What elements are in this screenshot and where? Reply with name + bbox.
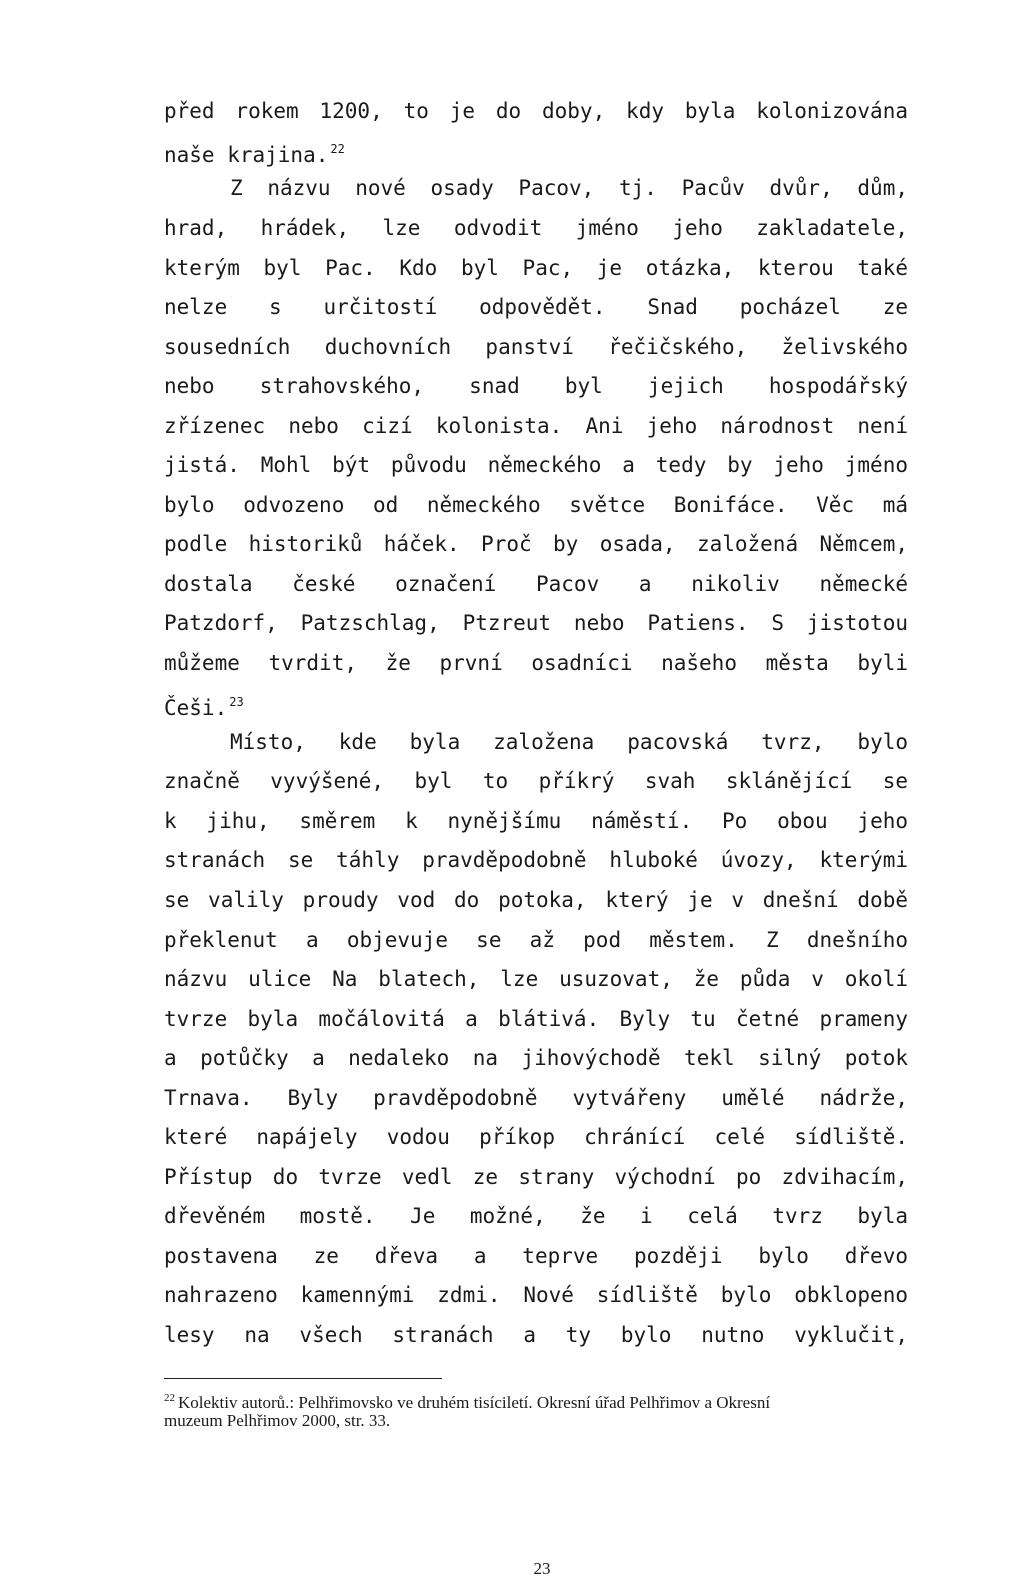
footnote-ref: 22 — [330, 142, 345, 156]
text-line: překlenut a objevuje se až pod městem. Z dnešního — [164, 928, 908, 952]
text-line: Trnava. Byly pravděpodobně vytvářeny umělé nádrže, — [164, 1086, 908, 1110]
text-line: a potůčky a nedaleko na jihovýchodě tekl silný potok — [164, 1046, 908, 1070]
text-line: k jihu, směrem k nynějšímu náměstí. Po obou jeho — [164, 809, 908, 833]
text-line: podle historiků háček. Proč by osada, založená Němcem, — [164, 532, 908, 556]
text-line: postavena ze dřeva a teprve později bylo dřevo — [164, 1244, 908, 1268]
page-number: 23 — [533, 1559, 551, 1578]
text-line: bylo odvozeno od německého světce Bonifáce. Věc má — [164, 493, 908, 517]
text-line: Češi. $^{23}$ — [164, 695, 244, 720]
text-line: které napájely vodou příkop chránící celé sídliště. — [164, 1125, 908, 1149]
text-line: před rokem 1200, to je do doby, kdy byla kolonizována — [164, 99, 908, 123]
footnote-ref: 23 — [229, 695, 244, 709]
text-line: nebo strahovského, snad byl jejich hospodářský — [164, 374, 908, 398]
text-line: jistá. Mohl být původu německého a tedy by jeho jméno — [164, 453, 908, 477]
text-line: zřízenec nebo cizí kolonista. Ani jeho národnost není — [164, 414, 908, 438]
text-line: značně vyvýšené, byl to příkrý svah sklánějící se — [164, 769, 908, 793]
text-line: lesy na všech stranách a ty bylo nutno vyklučit, — [164, 1323, 908, 1347]
text-line: nelze s určitostí odpovědět. Snad pocházel ze — [164, 295, 908, 319]
text-line: kterým byl Pac. Kdo byl Pac, je otázka, kterou také — [164, 256, 908, 280]
text-line: dostala české označení Pacov a nikoliv německé — [164, 572, 908, 596]
text-line: názvu ulice Na blatech, lze usuzovat, že půda v okolí — [164, 967, 908, 991]
text-line: hrad, hrádek, lze odvodit jméno jeho zakladatele, — [164, 216, 908, 240]
text-line: se valily proudy vod do potoka, který je v dnešní době — [164, 888, 908, 912]
text-line: Přístup do tvrze vedl ze strany východní po zdvihacím, — [164, 1165, 908, 1189]
paragraph-first-line: Místo, kde byla založena pacovská tvrz, bylo — [230, 730, 908, 754]
text-line: naše krajina. $^{22}$ — [164, 142, 345, 167]
text-line: Patzdorf, Patzschlag, Ptzreut nebo Patiens. S jistotou — [164, 611, 908, 635]
footnote-text: Kolektiv autorů.: Pelhřimovsko ve druhém tisíciletí. Okresní úřad Pelhřimov a Okresní — [178, 1393, 771, 1412]
paragraph-first-line: Z názvu nové osady Pacov, tj. Pacův dvůr, dům, — [230, 176, 908, 200]
text-line: tvrze byla močálovitá a blátivá. Byly tu četné prameny — [164, 1007, 908, 1031]
text-line: můžeme tvrdit, že první osadníci našeho města byli — [164, 651, 908, 675]
text-line: nahrazeno kamennými zdmi. Nové sídliště bylo obklopeno — [164, 1283, 908, 1307]
text-line: dřevěném mostě. Je možné, že i celá tvrz byla — [164, 1204, 908, 1228]
footnote-continuation: muzeum Pelhřimov 2000, str. 33. — [164, 1411, 391, 1430]
text-line: sousedních duchovních panství řečičského, želivského — [164, 335, 908, 359]
text-line: stranách se táhly pravděpodobně hluboké úvozy, kterými — [164, 848, 908, 872]
footnote-separator — [164, 1378, 442, 1379]
footnote-number: 22 — [164, 1392, 175, 1404]
